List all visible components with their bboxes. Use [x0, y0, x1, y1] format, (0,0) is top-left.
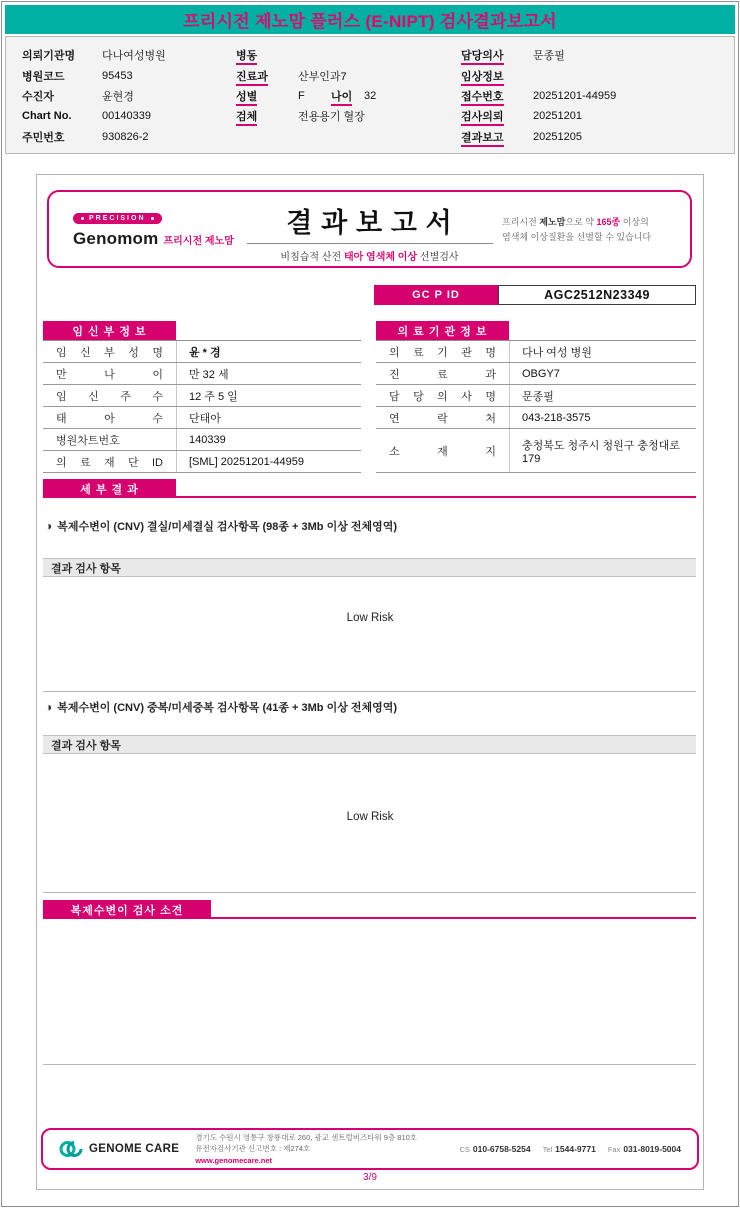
info-label-wrap [236, 108, 298, 124]
order-info-panel [5, 36, 735, 154]
tagline-highlight: 165종 [596, 217, 621, 227]
cs-number: 010-6758-5254 [472, 1144, 531, 1154]
table-header-row [376, 321, 696, 341]
info-label: 의뢰기관명 [22, 50, 76, 63]
table-cell-value: 043-218-3575 [509, 407, 696, 428]
info-label: 병원코드 [22, 70, 65, 83]
info-row [236, 86, 376, 106]
gcpid-value: AGC2512N23349 [498, 285, 696, 305]
section-divider [43, 1064, 696, 1065]
clinic-info-table [376, 321, 696, 473]
tagline-text: 이상의 [620, 217, 649, 227]
info-row [22, 45, 166, 65]
info-value: F [298, 89, 305, 102]
info-label-wrap [236, 88, 298, 104]
info-row [461, 86, 616, 106]
fax-label: Fax [607, 1145, 621, 1154]
tagline-brand: 제노맘 [539, 217, 566, 227]
tagline-line2: 염색체 이상질환을 선별할 수 있습니다 [502, 231, 652, 242]
brand-korean-name: 프리시전 제노맘 [163, 236, 234, 247]
table-cell-value: 문종필 [509, 385, 696, 406]
table-row [43, 385, 361, 407]
table-row [43, 341, 361, 363]
info-value: 32 [364, 89, 377, 102]
table-row [43, 407, 361, 429]
page-number: 3/9 [363, 1172, 377, 1183]
info-label: Chart No. [22, 110, 72, 123]
info-value: 20251201-44959 [533, 89, 617, 102]
info-label-wrap [461, 129, 533, 145]
info-label: 성별 [236, 91, 257, 106]
info-value: 산부인과7 [298, 70, 347, 83]
tagline-line1 [502, 215, 674, 230]
cnv-opinion-header: 복제수변이 검사 소견 [43, 900, 211, 919]
info-row [461, 127, 616, 147]
app-title-bar [5, 5, 735, 34]
subtitle-highlight: 태아 염색체 이상 [343, 252, 418, 263]
badge-dot-icon [151, 217, 154, 220]
company-name: GENOME CARE [89, 1143, 180, 1155]
table-cell-label: 의 료 재 단 ID [56, 456, 163, 469]
table-row [376, 385, 696, 407]
table-row [43, 429, 361, 451]
info-label-wrap [461, 47, 533, 63]
pregnant-info-header: 임 신 부 정 보 [43, 321, 176, 340]
info-row [461, 45, 616, 65]
tel-label: Tel [542, 1145, 553, 1154]
genomecare-logo [59, 1139, 179, 1159]
subtitle-text: 선별검사 [417, 252, 459, 263]
section-divider [43, 691, 696, 692]
result-value: Low Risk [346, 612, 394, 624]
half-circle-icon: ◑ [45, 700, 53, 714]
address-line1: 경기도 수원시 영통구 창룡대로 260, 광교 센트럴비즈타워 9층 810호 [195, 1133, 418, 1143]
fax-number: 031-8019-5004 [623, 1144, 681, 1154]
info-label: 병동 [236, 50, 257, 65]
table-row [376, 407, 696, 429]
tagline-text: 으로 약 [565, 217, 597, 227]
genomecare-logo-icon [59, 1139, 83, 1159]
result-table-header: 결과 검사 항목 [43, 735, 696, 754]
detail-result-header: 세 부 결 과 [43, 479, 176, 498]
contact-info [459, 1144, 681, 1154]
info-value: 20251205 [533, 130, 582, 143]
order-info-middle-column [236, 45, 376, 127]
info-row [22, 86, 166, 106]
info-label: 수진자 [22, 90, 54, 103]
info-label-wrap [236, 68, 298, 84]
info-label: 결과보고 [461, 132, 504, 147]
clinic-info-header: 의 료 기 관 정 보 [376, 321, 509, 340]
section-divider [43, 892, 696, 893]
result-table-header: 결과 검사 항목 [43, 558, 696, 577]
info-row [22, 106, 166, 126]
section-title-text: 복제수변이 (CNV) 결실/미세결실 검사항목 (98종 + 3Mb 이상 전체영역) [57, 521, 398, 533]
report-header-box [47, 190, 692, 268]
table-cell-value: 윤 * 경 [176, 341, 361, 362]
subtitle-text: 비침습적 산전 [280, 252, 344, 263]
info-row [22, 127, 166, 147]
info-label: 나이 [331, 91, 352, 106]
info-label-wrap [461, 108, 533, 124]
website-text: www.genomecare.net [195, 1155, 273, 1165]
half-circle-icon: ◑ [45, 519, 53, 533]
table-cell-label: 임 신 주 수 [56, 390, 163, 403]
table-cell-label: 소 재 지 [389, 445, 496, 458]
info-row [22, 65, 166, 85]
info-value: 20251201 [533, 110, 582, 123]
pregnant-woman-info-table [43, 321, 361, 473]
table-cell-label: 연 락 처 [389, 412, 496, 425]
result-value: Low Risk [346, 811, 394, 823]
section-title-text: 복제수변이 (CNV) 중복/미세중복 검사항목 (41종 + 3Mb 이상 전체영역) [57, 702, 398, 714]
info-value: 전용용기 혈장 [298, 111, 365, 124]
info-label: 담당의사 [461, 50, 504, 65]
table-row [43, 363, 361, 385]
detail-result-header-bar [43, 479, 696, 498]
cnv-opinion-header-bar [43, 900, 696, 919]
info-row [236, 65, 376, 85]
table-cell-value: 충청북도 청주시 청원구 충청대로 179 [509, 429, 696, 472]
cnv-duplication-section-title [45, 699, 397, 715]
address-line2: 유전자검사기관 신고번호 : 제274호 [195, 1144, 311, 1154]
table-row [376, 341, 696, 363]
document-title-block [225, 201, 515, 263]
table-row [43, 451, 361, 473]
badge-label: PRECISION [89, 215, 146, 222]
info-label-wrap [461, 88, 533, 104]
table-row [376, 429, 696, 473]
table-cell-value: 140339 [176, 429, 361, 450]
info-label-wrap [236, 47, 298, 63]
table-cell-label: 임 신 부 성 명 [56, 346, 163, 359]
badge-dot-icon [81, 217, 84, 220]
order-info-right-column [461, 45, 616, 147]
genomom-brand [73, 207, 234, 249]
info-value: 다나여성병원 [102, 50, 166, 63]
table-cell-value: OBGY7 [509, 363, 696, 384]
gcpid-label: GC P ID [374, 285, 498, 305]
order-info-left-column [22, 45, 166, 147]
table-cell-value: 12 주 5 일 [176, 385, 361, 406]
table-header-row [43, 321, 361, 341]
table-cell-label: 진 료 과 [389, 368, 496, 381]
info-value: 윤현경 [102, 90, 134, 103]
info-label: 진료과 [236, 71, 268, 86]
info-label-wrap [331, 88, 364, 104]
table-cell-label: 병원차트번호 [56, 434, 120, 447]
table-row [376, 363, 696, 385]
precision-badge-icon [73, 213, 162, 224]
gcpid-field [374, 285, 696, 305]
tagline-text: 프리시전 [502, 217, 540, 227]
table-cell-label: 의 료 기 관 명 [389, 346, 496, 359]
info-label: 주민번호 [22, 131, 65, 144]
footer [41, 1128, 699, 1170]
document-subtitle [247, 243, 493, 263]
table-cell-label: 담 당 의 사 명 [389, 390, 496, 403]
info-row [461, 65, 616, 85]
info-row [236, 45, 376, 65]
table-cell-value: 다나 여성 병원 [509, 341, 696, 362]
info-value: 930826-2 [102, 130, 149, 143]
info-value: 00140339 [102, 110, 151, 123]
info-label: 접수번호 [461, 91, 504, 106]
cs-label: CS [459, 1145, 470, 1154]
tel-contact [543, 1144, 596, 1154]
info-value: 95453 [102, 69, 133, 82]
info-label-wrap [461, 68, 533, 84]
info-row [236, 106, 376, 126]
fax-contact [608, 1144, 681, 1154]
info-label: 검사의뢰 [461, 111, 504, 126]
brand-name: Genomom [73, 229, 159, 248]
table-cell-label: 만 나 이 [56, 368, 163, 381]
brand-line [73, 229, 234, 249]
info-label: 검체 [236, 111, 257, 126]
tagline [502, 215, 674, 245]
table-cell-value: 만 32 세 [176, 363, 361, 384]
cs-contact [459, 1144, 530, 1154]
info-label: 임상정보 [461, 71, 504, 86]
table-cell-value: 단태아 [176, 407, 361, 428]
table-cell-label: 태 아 수 [56, 412, 163, 425]
company-address [195, 1132, 417, 1166]
report-main-title: 프리시전 제노맘 플러스 (E-NIPT) 검사결과보고서 [183, 12, 557, 31]
table-cell-value: [SML] 20251201-44959 [176, 451, 361, 472]
info-value: 문종필 [533, 50, 565, 63]
info-row [461, 106, 616, 126]
tel-number: 1544-9771 [555, 1144, 596, 1154]
report-page [36, 174, 704, 1190]
document-title: 결 과 보 고 서 [286, 208, 453, 238]
cnv-deletion-section-title [45, 518, 397, 534]
